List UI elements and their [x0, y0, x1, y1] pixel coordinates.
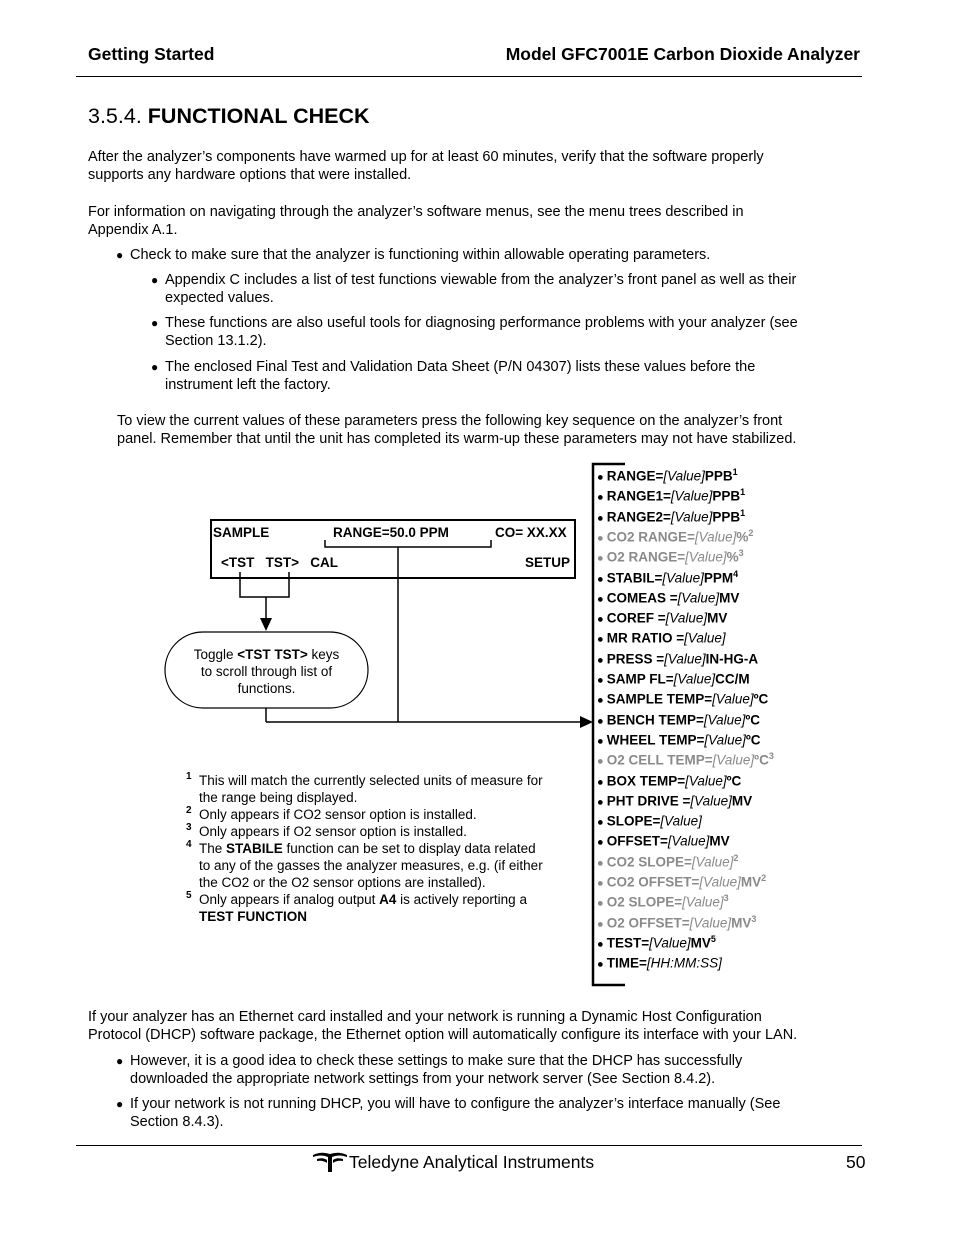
menu-item-value: [Value] [682, 894, 724, 910]
menu-item-value: [Value] [694, 529, 737, 545]
bullet-icon: ● [597, 532, 607, 545]
menu-item-unit: ºC [745, 732, 761, 748]
text-line: the CO2 or the O2 sensor options are installed). [199, 875, 486, 890]
text-span: Only appears if analog output [199, 892, 380, 907]
text-line: Appendix A.1. [88, 222, 178, 238]
text-line: downloaded the appropriate network settings from your network server (See Section 8.4.2). [130, 1071, 716, 1087]
menu-item-label: SAMP FL= [606, 671, 674, 687]
menu-item-label: TIME= [606, 955, 647, 971]
bullet-icon: ● [597, 613, 607, 626]
menu-item-label: RANGE= [606, 468, 664, 484]
menu-item-value: [Value] [703, 712, 746, 728]
range-bracket [325, 540, 491, 547]
menu-item-label: SAMPLE TEMP= [606, 691, 713, 707]
menu-item-unit: MV [709, 833, 730, 849]
text-line: The enclosed Final Test and Validation Data Sheet (P/N 04307) lists these values before the [165, 359, 756, 375]
text-line: Section 8.4.3). [130, 1114, 224, 1130]
menu-item [597, 792, 752, 809]
bullet-icon: ● [597, 491, 607, 504]
menu-item-label: BOX TEMP= [606, 773, 686, 788]
bullet-icon: ● [597, 471, 607, 484]
menu-item-value: [Value] [685, 549, 727, 565]
menu-item-unit: IN-HG-A [705, 651, 759, 667]
footnote-1 [186, 772, 566, 806]
footnote-4 [186, 840, 566, 891]
bullet-icon: ● [151, 273, 159, 287]
menu-item-label: BENCH TEMP= [606, 712, 704, 728]
menu-item-label: O2 RANGE= [606, 549, 686, 565]
menu-item-value: [Value] [691, 854, 734, 870]
menu-item-unit: ºC [753, 691, 769, 707]
text-line [199, 891, 566, 908]
menu-item [597, 853, 738, 870]
display-range: RANGE=50.0 PPM [333, 525, 449, 540]
toggle-keys: <TST TST> [237, 647, 308, 662]
bullet-icon: ● [151, 316, 159, 330]
menu-item-value: [Value] [663, 468, 705, 484]
section-title-text: FUNCTIONAL CHECK [147, 104, 370, 128]
menu-item-label: STABIL= [606, 570, 663, 585]
menu-item-value: [Value] [712, 691, 754, 707]
bullet-icon: ● [597, 633, 607, 646]
menu-item-footnote: 2 [761, 873, 767, 883]
bullet-icon: ● [597, 836, 607, 849]
menu-item-label: CO2 RANGE= [606, 529, 695, 545]
footnote-text [199, 840, 566, 891]
menu-item-label: O2 OFFSET= [606, 915, 690, 931]
menu-item-label: RANGE1= [606, 488, 671, 504]
text-line: However, it is a good idea to check these settings to make sure that the DHCP has successfully [130, 1053, 743, 1069]
menu-item-footnote: 1 [740, 487, 746, 498]
menu-item [597, 690, 768, 707]
text-line: supports any hardware options that were installed. [88, 167, 412, 183]
footnote-number: 3 [186, 822, 192, 833]
header-right: Model GFC7001E Carbon Dioxide Analyzer [505, 44, 860, 64]
toggle-line-1 [168, 646, 365, 663]
setup-key[interactable]: SETUP [525, 555, 571, 570]
footnote-number: 5 [186, 890, 192, 901]
menu-item-value: [Value] [689, 915, 732, 931]
menu-item [597, 751, 774, 768]
menu-item-footnote: 3 [768, 751, 774, 762]
footer-rule [76, 1145, 862, 1146]
menu-item-unit: CC/M [715, 671, 750, 687]
bullet-icon: ● [597, 512, 607, 525]
bullet-icon: ● [597, 715, 607, 728]
menu-item [597, 711, 760, 728]
menu-item [597, 934, 716, 951]
footnote-number: 1 [186, 771, 192, 782]
menu-item-value: [Value] [667, 833, 710, 849]
text-bold: STABILE [226, 841, 283, 856]
bullet-icon: ● [116, 1054, 124, 1068]
menu-item-unit: PPM [703, 570, 734, 585]
footer-company: Teledyne Analytical Instruments [349, 1152, 595, 1172]
text-line: If your network is not running DHCP, you will have to configure the analyzer’s interface manually (See [130, 1096, 781, 1112]
footnote-3 [186, 823, 566, 840]
menu-item-footnote: 3 [723, 893, 729, 904]
menu-item [597, 629, 726, 646]
bullet-icon: ● [597, 593, 607, 606]
menu-item-label: CO2 OFFSET= [606, 874, 700, 890]
text-line: These functions are also useful tools for diagnosing performance problems with your analyzer (see [165, 315, 798, 331]
bullet-icon: ● [597, 897, 607, 910]
footnote-2 [186, 806, 566, 823]
menu-item-footnote: 4 [733, 568, 739, 579]
text-line: This will match the currently selected units of measure for [199, 773, 543, 788]
bullet-icon: ● [597, 796, 607, 809]
menu-item-unit: MV [690, 935, 711, 951]
menu-item-value: [Value] [690, 793, 732, 809]
tst-bracket [240, 572, 289, 597]
bullet-text: Check to make sure that the analyzer is functioning within allowable operating parameters. [130, 247, 711, 263]
menu-item-unit: % [736, 529, 749, 545]
footnote-number: 4 [186, 839, 192, 850]
bullet-icon: ● [116, 1097, 124, 1111]
bullet-item [116, 1095, 856, 1131]
menu-item-footnote: 3 [738, 548, 744, 559]
menu-item-label: CO2 SLOPE= [606, 854, 692, 870]
menu-item [597, 487, 745, 504]
menu-item-value: [Value] [704, 732, 746, 748]
menu-item [597, 670, 750, 687]
footnote-text [199, 772, 566, 806]
menu-item-label: MR RATIO = [606, 630, 685, 646]
bullet-icon: ● [597, 958, 607, 971]
menu-item [597, 589, 739, 606]
text-line: instrument left the factory. [165, 377, 331, 393]
footnote-text: Only appears if O2 sensor option is installed. [199, 824, 467, 839]
menu-item [597, 467, 738, 484]
ethernet-paragraph [88, 1008, 878, 1044]
menu-item-value: [Value] [664, 651, 706, 667]
bullet-text [130, 1052, 742, 1088]
menu-item [597, 650, 758, 667]
text-line: For information on navigating through the analyzer’s software menus, see the menu trees described in [88, 204, 744, 220]
menu-item [597, 508, 745, 525]
menu-item-unit: PPB [712, 509, 741, 525]
menu-item-unit: % [726, 549, 739, 565]
footnote-5 [186, 891, 566, 925]
arrow-down-icon [260, 618, 272, 631]
toggle-line-3: functions. [237, 681, 296, 696]
menu-item-value: [Value] [660, 813, 702, 829]
menu-item-value: [Value] [665, 610, 708, 626]
section-number: 3.5.4. [88, 104, 142, 128]
menu-item-label: WHEEL TEMP= [606, 732, 705, 748]
menu-item-footnote: 2 [748, 527, 754, 538]
menu-item [597, 772, 741, 789]
arrow-right-icon [580, 716, 593, 728]
header-left: Getting Started [88, 44, 215, 64]
text-line [199, 840, 566, 857]
text-line: After the analyzer’s components have warmed up for at least 60 minutes, verify that the software properly [88, 149, 764, 165]
bullet-icon: ● [597, 674, 607, 687]
text-bold: A4 [379, 892, 397, 907]
menu-item-label: COREF = [606, 610, 666, 626]
menu-item-value: [Value] [670, 488, 713, 504]
menu-item-value: [Value] [677, 590, 720, 606]
menu-item-footnote: 3 [751, 913, 757, 924]
menu-item-value: [Value] [649, 935, 691, 951]
menu-item-label: TEST= [606, 935, 650, 951]
bullet-icon: ● [597, 694, 607, 707]
menu-item-label: PRESS = [606, 651, 665, 667]
text-line: TEST FUNCTION [199, 909, 307, 924]
menu-item [597, 609, 727, 626]
menu-item-footnote: 1 [732, 467, 738, 477]
toggle-pre: Toggle [193, 647, 238, 662]
menu-item-unit: MV [731, 915, 752, 931]
bullet-text [130, 1095, 780, 1131]
menu-item-value: [Value] [670, 509, 713, 525]
text-line: Appendix C includes a list of test functions viewable from the analyzer’s front panel as well as their [165, 272, 797, 288]
menu-item-unit: PPB [712, 488, 741, 504]
bullet-icon: ● [597, 735, 607, 748]
menu-item-unit: MV [719, 590, 740, 606]
menu-item-unit: ºC [726, 773, 742, 788]
menu-item-label: SLOPE= [606, 813, 661, 829]
bullet-item [116, 1052, 856, 1088]
text-line: Section 13.1.2). [165, 333, 267, 349]
menu-item-label: O2 CELL TEMP= [606, 752, 713, 768]
menu-item-label: O2 SLOPE= [606, 894, 683, 910]
toggle-line-2: to scroll through list of [200, 664, 333, 679]
menu-item-label: PHT DRIVE = [606, 793, 691, 809]
bullet-icon: ● [597, 857, 607, 870]
text-line: the range being displayed. [199, 790, 358, 805]
footnote-text: Only appears if CO2 sensor option is installed. [199, 807, 477, 822]
menu-item [597, 832, 730, 849]
bullet-icon: ● [116, 248, 124, 262]
text-line: to any of the gasses the analyzer measures, e.g. (if either [199, 858, 543, 873]
menu-item [597, 893, 729, 910]
menu-item [597, 812, 702, 829]
text-line: Protocol (DHCP) software package, the Ethernet option will automatically configure its interface with your LAN. [88, 1027, 798, 1043]
menu-item-value: [Value] [684, 630, 726, 646]
teledyne-logo-icon [313, 1151, 347, 1173]
bullet-icon: ● [597, 918, 607, 931]
menu-item-value: [Value] [712, 752, 755, 768]
menu-item-value: [Value] [685, 773, 727, 788]
menu-item [597, 873, 766, 890]
menu-item [597, 569, 738, 586]
bullet-icon: ● [597, 552, 607, 565]
text-span: The [199, 841, 227, 856]
text-line: To view the current values of these parameters press the following key sequence on the analyzer’s front [117, 413, 783, 429]
text-line: If your analyzer has an Ethernet card installed and your network is running a Dynamic Host Configuration [88, 1009, 762, 1025]
menu-item-label: COMEAS = [606, 590, 678, 606]
menu-item-footnote: 2 [733, 852, 739, 863]
menu-item-value: [HH:MM:SS] [646, 955, 722, 971]
bullet-icon: ● [151, 360, 159, 374]
menu-item-unit: MV [707, 610, 728, 626]
toggle-text [168, 646, 365, 697]
menu-item-label: RANGE2= [606, 509, 671, 525]
text-span: function can be set to display data related [282, 841, 536, 856]
menu-item-label: OFFSET= [606, 833, 668, 849]
bullet-icon: ● [597, 755, 607, 768]
menu-item-unit: MV [731, 793, 753, 809]
display-co: CO= XX.XX [495, 525, 567, 540]
text-line: panel. Remember that until the unit has completed its warm-up these parameters may not have stabilized. [117, 431, 797, 447]
text-line: expected values. [165, 290, 274, 306]
menu-item-unit: MV [740, 874, 762, 890]
bullet-icon: ● [597, 573, 607, 585]
bullet-icon: ● [597, 654, 607, 667]
footnote-text [199, 891, 566, 925]
menu-item-footnote: 1 [740, 507, 746, 518]
menu-item [597, 954, 722, 971]
menu-item-unit: ºC [754, 752, 769, 768]
page-number: 50 [846, 1152, 866, 1172]
menu-item [597, 914, 756, 931]
bullet-icon: ● [597, 776, 607, 788]
menu-item [597, 548, 744, 565]
menu-item-unit: ºC [745, 712, 761, 728]
menu-item-footnote: 5 [710, 933, 716, 944]
menu-item-value: [Value] [662, 570, 704, 585]
bullet-icon: ● [597, 938, 607, 951]
menu-item-value: [Value] [673, 671, 716, 687]
menu-item [597, 731, 761, 748]
text-span: is actively reporting a [396, 892, 527, 907]
bullet-icon: ● [597, 816, 607, 829]
display-keys[interactable]: <TST TST> CAL [221, 555, 339, 570]
menu-item-unit: PPB [704, 468, 733, 484]
bullet-icon: ● [597, 877, 607, 890]
footnote-number: 2 [186, 805, 192, 816]
menu-item-value: [Value] [699, 874, 741, 890]
display-mode: SAMPLE [213, 525, 270, 540]
menu-item [597, 528, 753, 545]
toggle-post: keys [307, 647, 340, 662]
